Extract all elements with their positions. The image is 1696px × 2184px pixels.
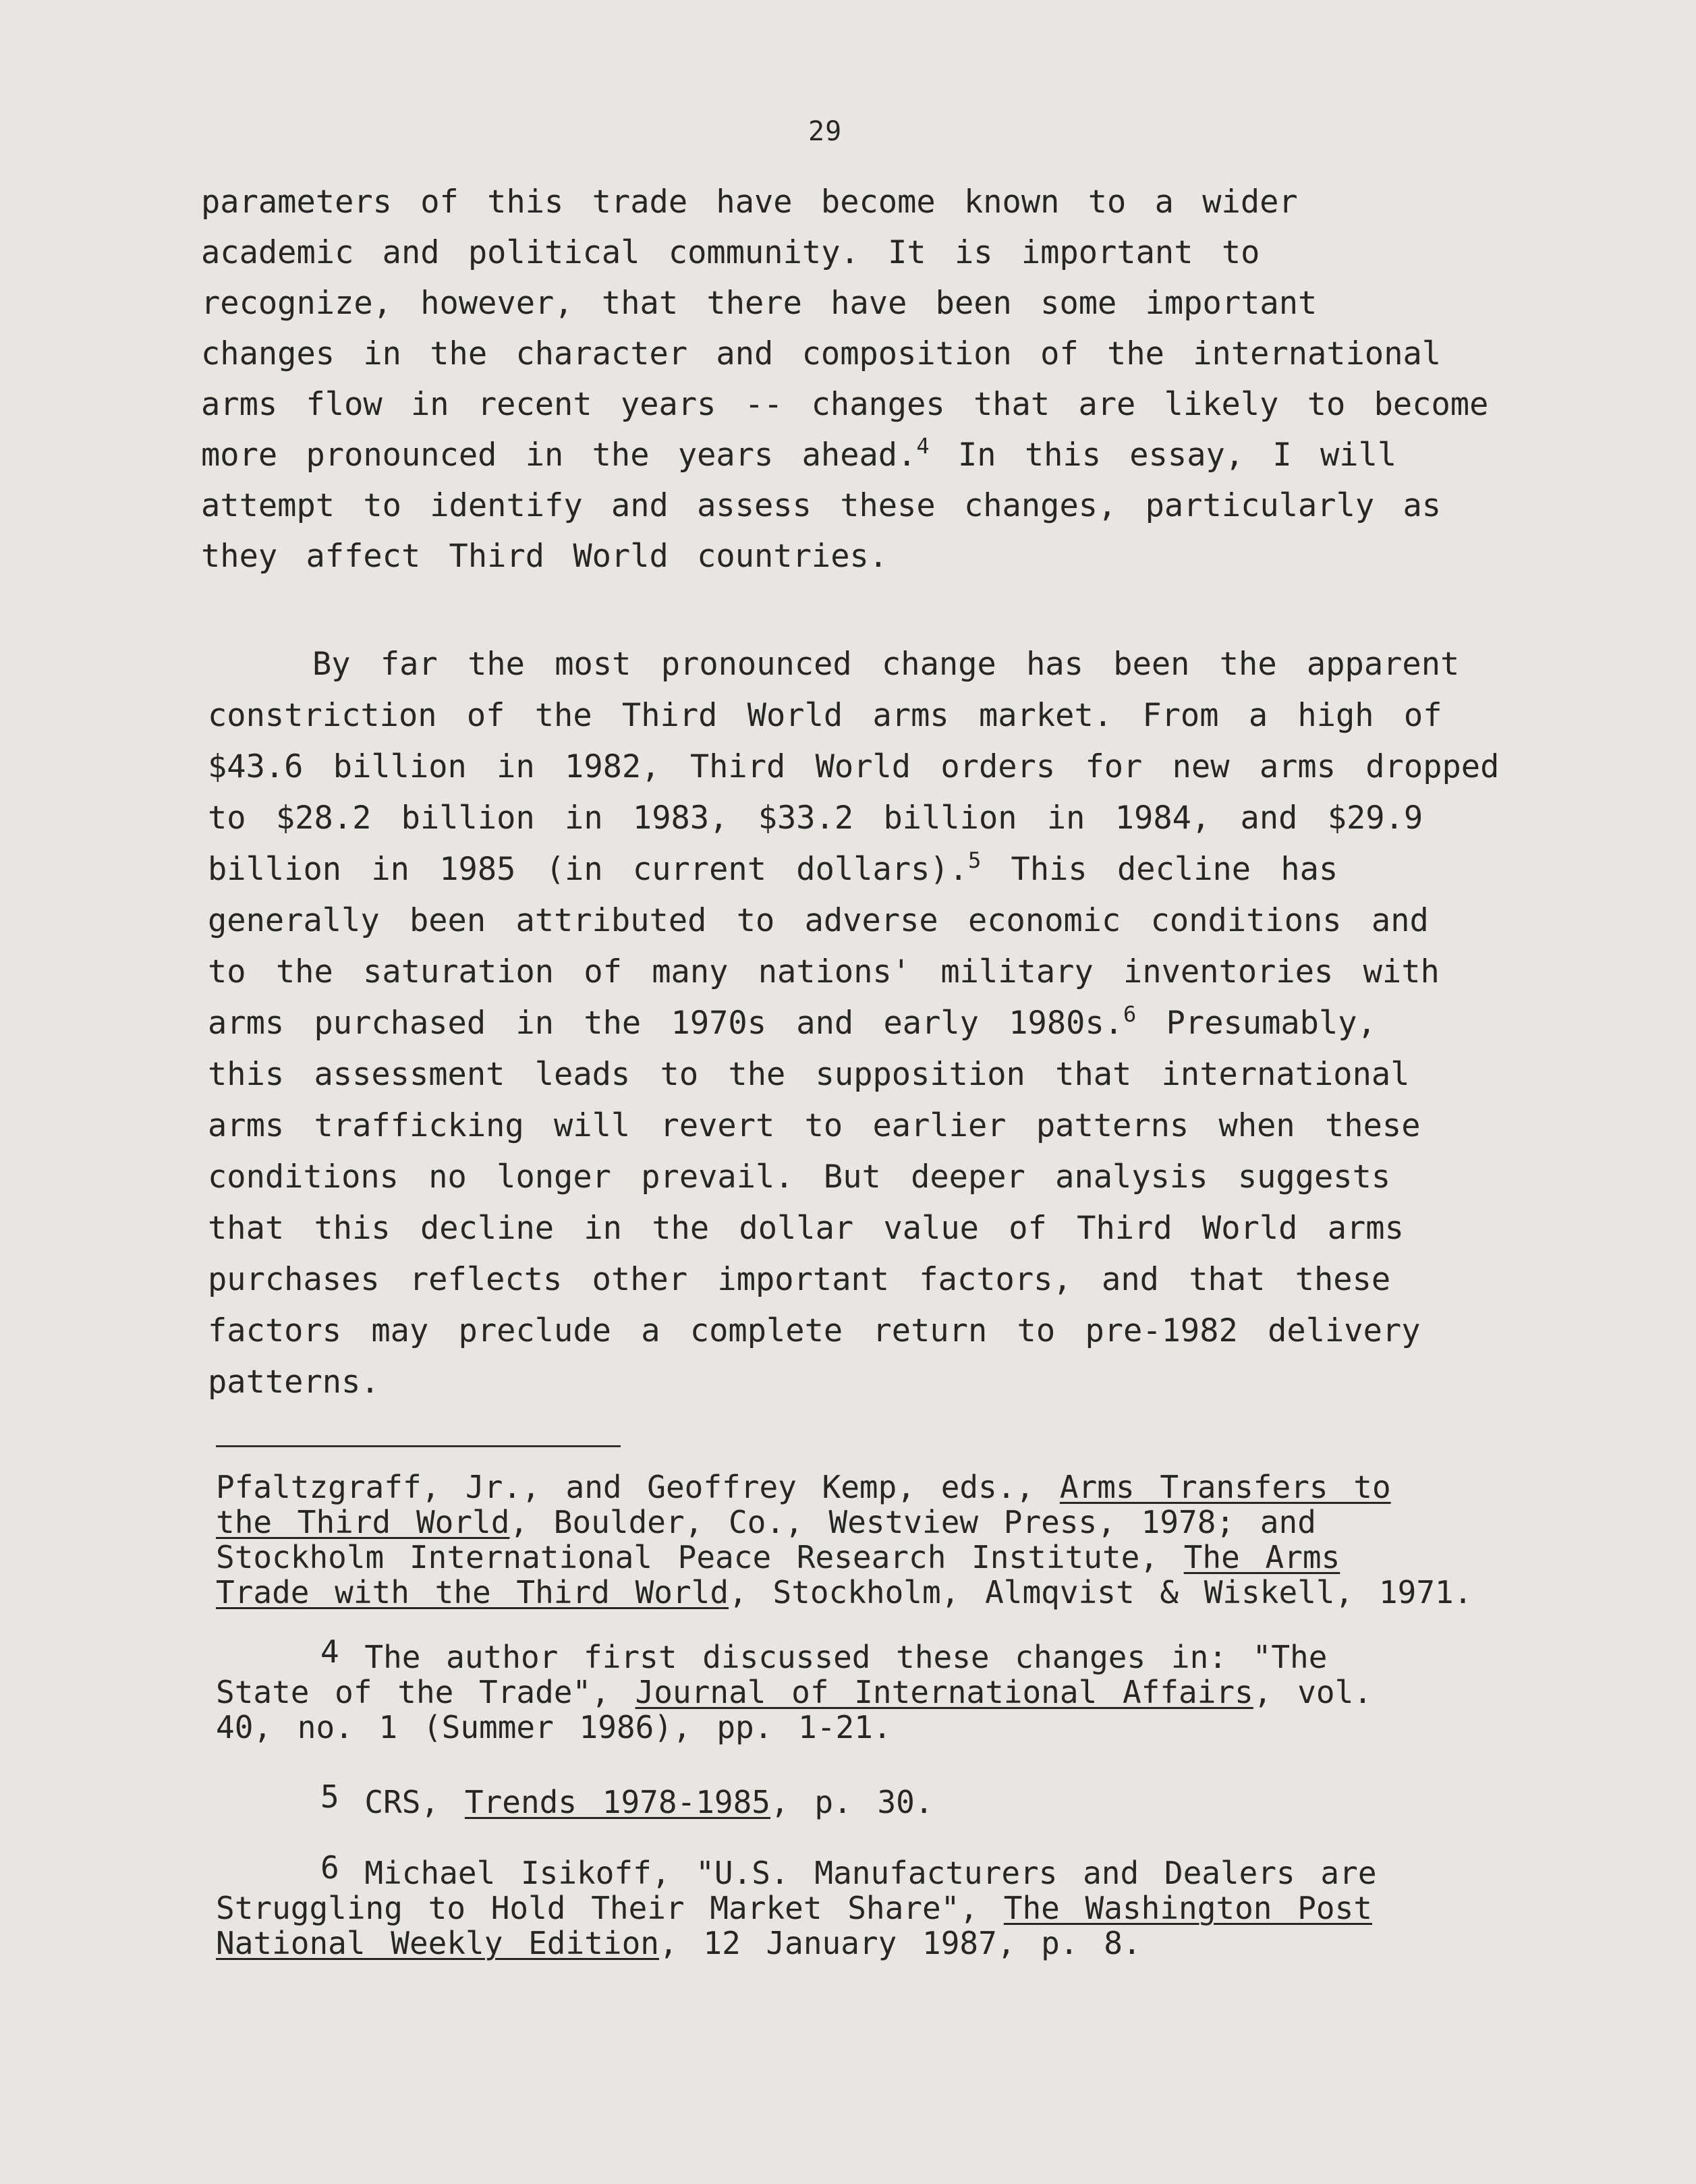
text-run: Struggling to Hold Their Market Share", bbox=[216, 1890, 1004, 1926]
text-line bbox=[216, 1505, 1316, 1540]
text-run: Presumably, bbox=[1166, 1005, 1376, 1042]
footnote-number: 5 bbox=[320, 1779, 339, 1815]
text-line: arms trafficking will revert to earlier patterns when these bbox=[208, 1107, 1421, 1144]
footnote-ref: 6 bbox=[1123, 1001, 1137, 1027]
text-run: Pfaltzgraff, Jr., and Geoffrey Kemp, eds., bbox=[216, 1469, 1060, 1505]
text-line: $43.6 billion in 1982, Third World orders for new arms dropped bbox=[208, 748, 1500, 785]
text-run: billion in 1985 (in current dollars). bbox=[208, 851, 968, 888]
text-line: factors may preclude a complete return to pre-1982 delivery bbox=[208, 1312, 1421, 1349]
text-line: parameters of this trade have become known to a wider bbox=[201, 184, 1298, 221]
text-line bbox=[216, 1675, 1372, 1710]
footnote-ref: 5 bbox=[967, 847, 982, 873]
cited-title: Trends 1978-1985 bbox=[464, 1784, 770, 1820]
text-line bbox=[216, 1575, 1472, 1610]
text-line bbox=[216, 1926, 1141, 1961]
page-number: 29 bbox=[808, 116, 843, 147]
text-line bbox=[320, 1849, 1377, 1891]
text-run: CRS, bbox=[364, 1784, 465, 1820]
text-line bbox=[208, 849, 1338, 890]
text-run: , p. 30. bbox=[770, 1784, 934, 1820]
text-line: to $28.2 billion in 1983, $33.2 billion in 1984, and $29.9 bbox=[208, 800, 1423, 837]
cited-title: Trade with the Third World bbox=[216, 1574, 729, 1611]
text-line: changes in the character and composition of the international bbox=[201, 335, 1442, 372]
footnote-divider bbox=[216, 1445, 621, 1447]
text-line bbox=[216, 1891, 1372, 1926]
text-run: more pronounced in the years ahead. bbox=[201, 437, 917, 474]
text-line bbox=[216, 1469, 1391, 1505]
text-line bbox=[201, 435, 1396, 476]
footnote-number: 6 bbox=[320, 1849, 339, 1886]
text-line: to the saturation of many nations' military inventories with bbox=[208, 953, 1440, 990]
text-run: This decline has bbox=[1011, 851, 1338, 888]
cited-title: National Weekly Edition bbox=[216, 1925, 659, 1961]
text-run: , vol. bbox=[1253, 1674, 1372, 1710]
text-run: The author first discussed these changes in: "The bbox=[364, 1639, 1328, 1675]
text-line bbox=[320, 1633, 1328, 1675]
text-run: In this essay, I will bbox=[957, 437, 1397, 474]
text-line: arms flow in recent years -- changes that are likely to become bbox=[201, 386, 1489, 423]
text-line: generally been attributed to adverse economic conditions and bbox=[208, 902, 1429, 939]
text-run: , Boulder, Co., Westview Press, 1978; and bbox=[509, 1504, 1316, 1540]
text-line: 40, no. 1 (Summer 1986), pp. 1-21. bbox=[216, 1709, 892, 1745]
text-run: Michael Isikoff, "U.S. Manufacturers and Dealers are bbox=[364, 1855, 1377, 1891]
text-line bbox=[208, 1003, 1376, 1044]
cited-title: The Washington Post bbox=[1003, 1890, 1372, 1926]
cited-title: the Third World bbox=[216, 1504, 510, 1540]
text-line: attempt to identify and assess these changes, particularly as bbox=[201, 487, 1442, 524]
text-line: academic and political community. It is important to bbox=[201, 234, 1260, 271]
footnote-ref: 4 bbox=[916, 433, 930, 459]
text-line: that this decline in the dollar value of Third World arms bbox=[208, 1210, 1404, 1247]
footnote-number: 4 bbox=[320, 1633, 339, 1670]
cited-title: Arms Transfers to bbox=[1059, 1469, 1391, 1505]
text-run: Stockholm International Peace Research Institute, bbox=[216, 1539, 1184, 1575]
text-run: arms purchased in the 1970s and early 1980s. bbox=[208, 1005, 1124, 1042]
text-line bbox=[320, 1779, 934, 1820]
text-line bbox=[216, 1540, 1340, 1575]
text-run: , Stockholm, Almqvist & Wiskell, 1971. bbox=[729, 1574, 1473, 1611]
cited-title: Journal of International Affairs bbox=[635, 1674, 1253, 1710]
text-run: State of the Trade", bbox=[216, 1674, 635, 1710]
text-line: purchases reflects other important factors, and that these bbox=[208, 1261, 1391, 1298]
text-line: conditions no longer prevail. But deeper analysis suggests bbox=[208, 1158, 1391, 1196]
text-run: , 12 January 1987, p. 8. bbox=[658, 1925, 1141, 1961]
text-line: recognize, however, that there have been some important bbox=[201, 285, 1318, 322]
text-line: this assessment leads to the supposition that international bbox=[208, 1056, 1410, 1093]
text-line: patterns. bbox=[208, 1364, 380, 1401]
cited-title: The Arms bbox=[1183, 1539, 1340, 1575]
text-line: By far the most pronounced change has been the apparent bbox=[312, 646, 1460, 683]
text-line: they affect Third World countries. bbox=[201, 538, 888, 575]
text-line: constriction of the Third World arms market. From a high of bbox=[208, 697, 1442, 734]
